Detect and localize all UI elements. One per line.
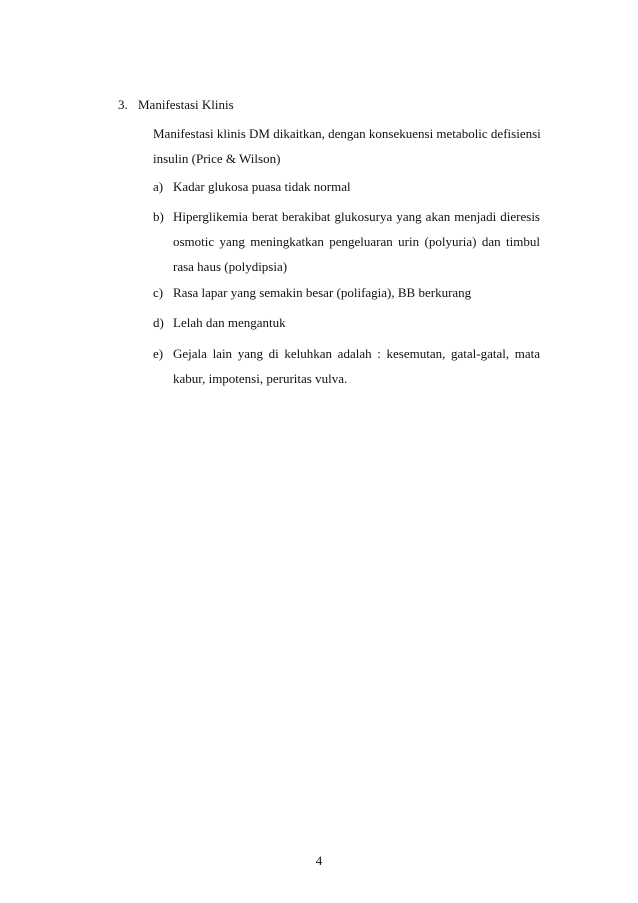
list-marker: d): [153, 315, 164, 330]
page-number: 4: [315, 853, 323, 868]
list-item-b: [153, 204, 540, 279]
list-line: kabur, impotensi, peruritas vulva.: [173, 371, 348, 386]
intro-paragraph: [153, 121, 540, 171]
list-item-text: [173, 280, 540, 305]
list-item-c: [153, 280, 540, 305]
list-item-e: [153, 341, 540, 391]
list-line: rasa haus (polydipsia): [173, 259, 288, 274]
list-marker: a): [153, 179, 164, 194]
list-marker: c): [153, 285, 164, 300]
list-item-text: [173, 174, 540, 199]
list-item-text: [173, 310, 540, 335]
list-line: Gejala lain yang di keluhkan adalah : kesemutan, gatal-gatal, mata: [173, 346, 540, 361]
list-line: Rasa lapar yang semakin besar (polifagia), BB berkurang: [173, 285, 472, 300]
list-marker: b): [153, 209, 164, 224]
list-item-text: [173, 204, 540, 279]
list-line: Hiperglikemia berat berakibat glukosurya yang akan menjadi dieresis: [173, 209, 540, 224]
intro-line: Manifestasi klinis DM dikaitkan, dengan konsekuensi metabolic defisiensi: [153, 126, 541, 141]
intro-line: insulin (Price & Wilson): [153, 151, 281, 166]
list-item-text: [173, 341, 540, 391]
list-line: osmotic yang meningkatkan pengeluaran urin (polyuria) dan timbul: [173, 234, 540, 249]
list-marker: e): [153, 346, 164, 361]
list-line: Kadar glukosa puasa tidak normal: [173, 179, 351, 194]
list-item-d: [153, 310, 540, 335]
section-number: 3.: [118, 97, 128, 112]
section-title: Manifestasi Klinis: [138, 97, 234, 112]
section-heading: [118, 96, 234, 114]
list-line: Lelah dan mengantuk: [173, 315, 286, 330]
list-item-a: [153, 174, 540, 199]
